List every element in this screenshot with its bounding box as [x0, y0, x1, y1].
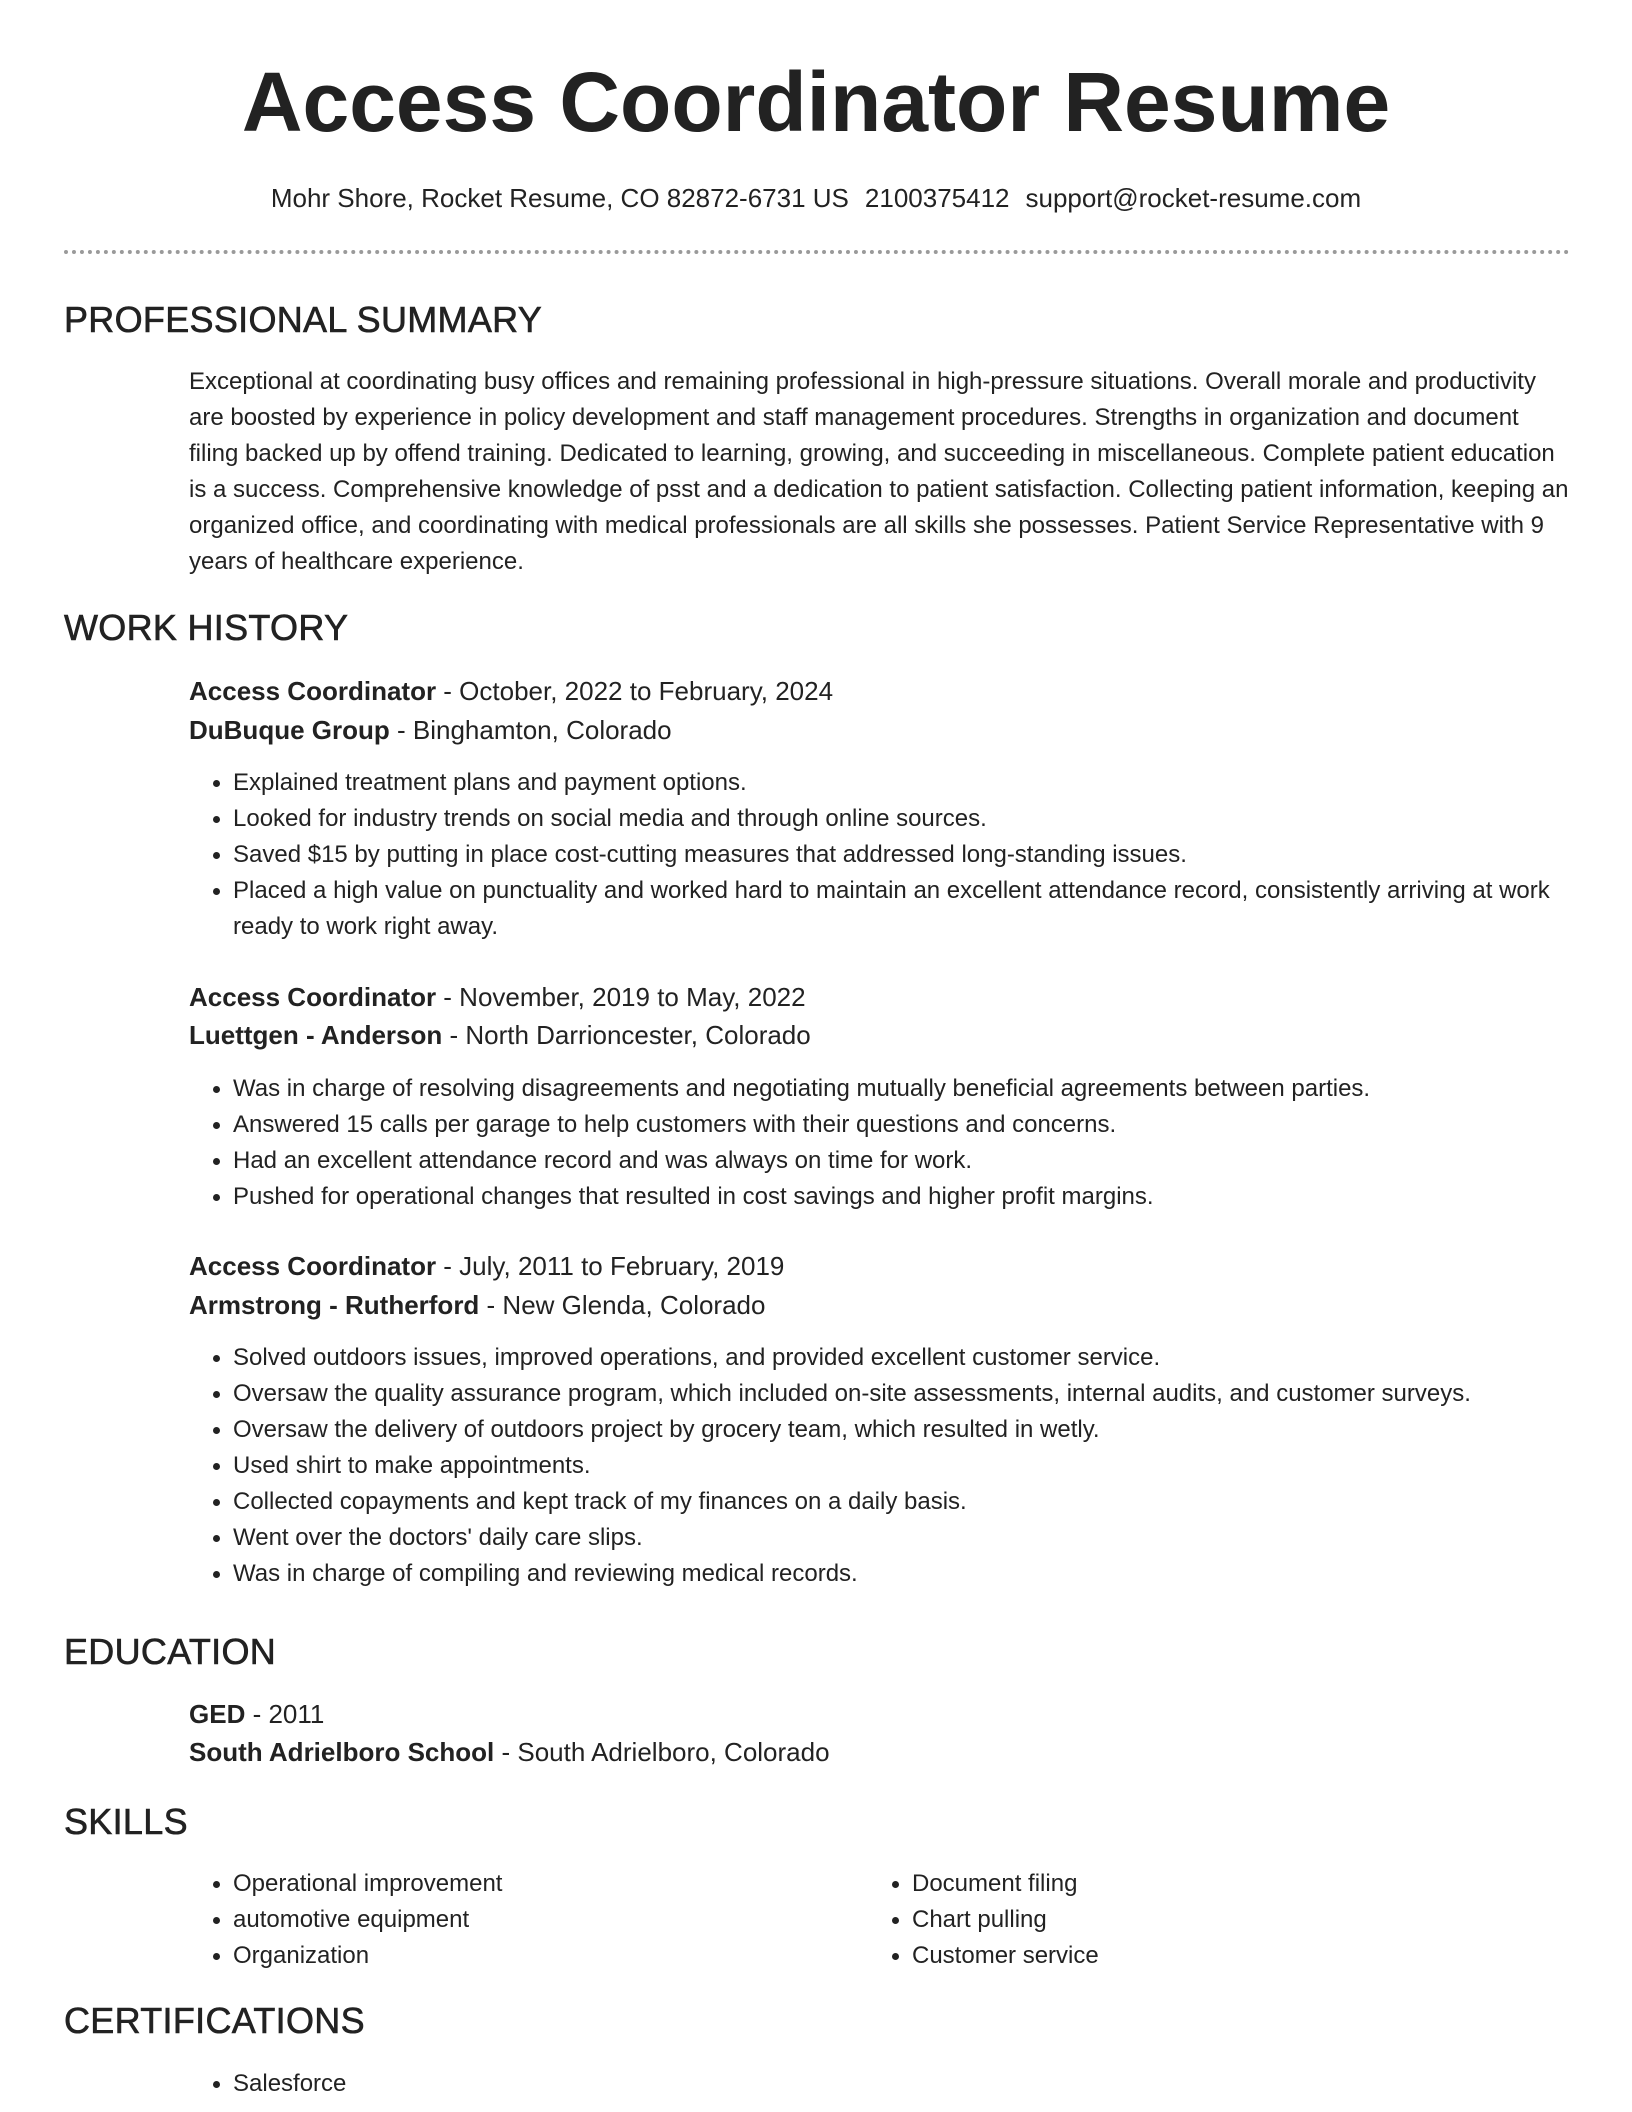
job-company-line [189, 713, 672, 747]
contact-address: Mohr Shore, Rocket Resume, CO 82872-6731 US [270, 183, 849, 213]
list-item: • Was in charge of resolving disagreements and negotiating mutually beneficial agreements between parties. [233, 1071, 1613, 1107]
job-title-line [189, 674, 833, 708]
list-item: • Pushed for operational changes that resulted in cost savings and higher profit margins. [233, 1179, 1613, 1215]
job-title: Access Coordinator [189, 1251, 437, 1281]
job-bullets [189, 765, 1613, 945]
job-dates: - October, 2022 to February, 2024 [436, 676, 834, 706]
list-item: • Went over the doctors' daily care slips. [233, 1520, 1613, 1556]
list-item: • Had an excellent attendance record and was always on time for work. [233, 1143, 1613, 1179]
certifications-heading: CERTIFICATIONS [64, 2000, 365, 2041]
list-item: • Saved $15 by putting in place cost-cutting measures that addressed long-standing issues. [233, 837, 1613, 873]
job-company: DuBuque Group [189, 715, 390, 745]
skills-heading: SKILLS [64, 1801, 188, 1842]
list-item: • Oversaw the delivery of outdoors project by grocery team, which resulted in wetly. [233, 1412, 1613, 1448]
education-year: - 2011 [245, 1699, 325, 1729]
work-history-heading: WORK HISTORY [64, 607, 349, 648]
summary-heading: PROFESSIONAL SUMMARY [64, 299, 543, 340]
job-company: Luettgen - Anderson [189, 1020, 443, 1050]
job-bullets [189, 1340, 1613, 1592]
job-company-line [189, 1018, 811, 1052]
job-dates: - July, 2011 to February, 2019 [436, 1251, 785, 1281]
list-item: • Collected copayments and kept track of my finances on a daily basis. [233, 1484, 1613, 1520]
resume-title: Access Coordinator Resume [241, 55, 1391, 149]
education-school-line [189, 1735, 830, 1769]
job-company: Armstrong - Rutherford [189, 1290, 480, 1320]
education-degree-line [189, 1697, 324, 1731]
list-item: • Used shirt to make appointments. [233, 1448, 1613, 1484]
job-title: Access Coordinator [189, 982, 437, 1012]
skill-item: • Document filing [912, 1866, 1512, 1902]
job-title-line [189, 1249, 784, 1283]
job-dates: - November, 2019 to May, 2022 [436, 982, 806, 1012]
skill-item: • Chart pulling [912, 1902, 1512, 1938]
skill-item: • Operational improvement [233, 1866, 833, 1902]
education-location: - South Adrielboro, Colorado [494, 1737, 830, 1767]
list-item: • Answered 15 calls per garage to help customers with their questions and concerns. [233, 1107, 1613, 1143]
skill-item: • Customer service [912, 1938, 1512, 1974]
job-location: - North Darrioncester, Colorado [442, 1020, 811, 1050]
contact-line [0, 181, 1632, 215]
list-item: • Placed a high value on punctuality and worked hard to maintain an excellent attendance record, consistently arriving at work ready to work right away. [233, 873, 1613, 945]
job-title: Access Coordinator [189, 676, 437, 706]
certification-item: • Salesforce [233, 2066, 1613, 2102]
list-item: • Was in charge of compiling and reviewing medical records. [233, 1556, 1613, 1592]
summary-text: Exceptional at coordinating busy offices and remaining professional in high-pressure situations. Overall morale and productivity are boosted by experience in policy development and staff management procedures. Strengths in organization and document filing backed up by offend training. Dedicated to learning, growing, and succeeding in miscellaneous. Complete patient education is a success. Comprehensive knowledge of psst and a dedication to patient satisfaction. Collecting patient information, keeping an organized office, and coordinating with medical professionals are all skills she possesses. Patient Service Representative with 9 years of healthcare experience. [189, 368, 1569, 575]
job-location: - New Glenda, Colorado [479, 1290, 766, 1320]
skills-list-right [868, 1866, 1512, 1974]
list-item: • Oversaw the quality assurance program, which included on-site assessments, internal audits, and customer surveys. [233, 1376, 1613, 1412]
contact-email: support@rocket-resume.com [1025, 183, 1362, 213]
skills-list-left [189, 1866, 833, 1974]
skill-item: • automotive equipment [233, 1902, 833, 1938]
header-divider [64, 250, 1570, 254]
certifications-list [189, 2066, 1613, 2102]
education-school: South Adrielboro School [189, 1737, 495, 1767]
job-title-line [189, 980, 806, 1014]
list-item: • Solved outdoors issues, improved operations, and provided excellent customer service. [233, 1340, 1613, 1376]
job-location: - Binghamton, Colorado [389, 715, 672, 745]
job-company-line [189, 1288, 765, 1322]
list-item: • Looked for industry trends on social media and through online sources. [233, 801, 1613, 837]
contact-phone: 2100375412 [864, 183, 1010, 213]
education-degree: GED [189, 1699, 246, 1729]
list-item: • Explained treatment plans and payment options. [233, 765, 1613, 801]
skill-item: • Organization [233, 1938, 833, 1974]
job-bullets [189, 1071, 1613, 1215]
education-heading: EDUCATION [64, 1631, 277, 1672]
